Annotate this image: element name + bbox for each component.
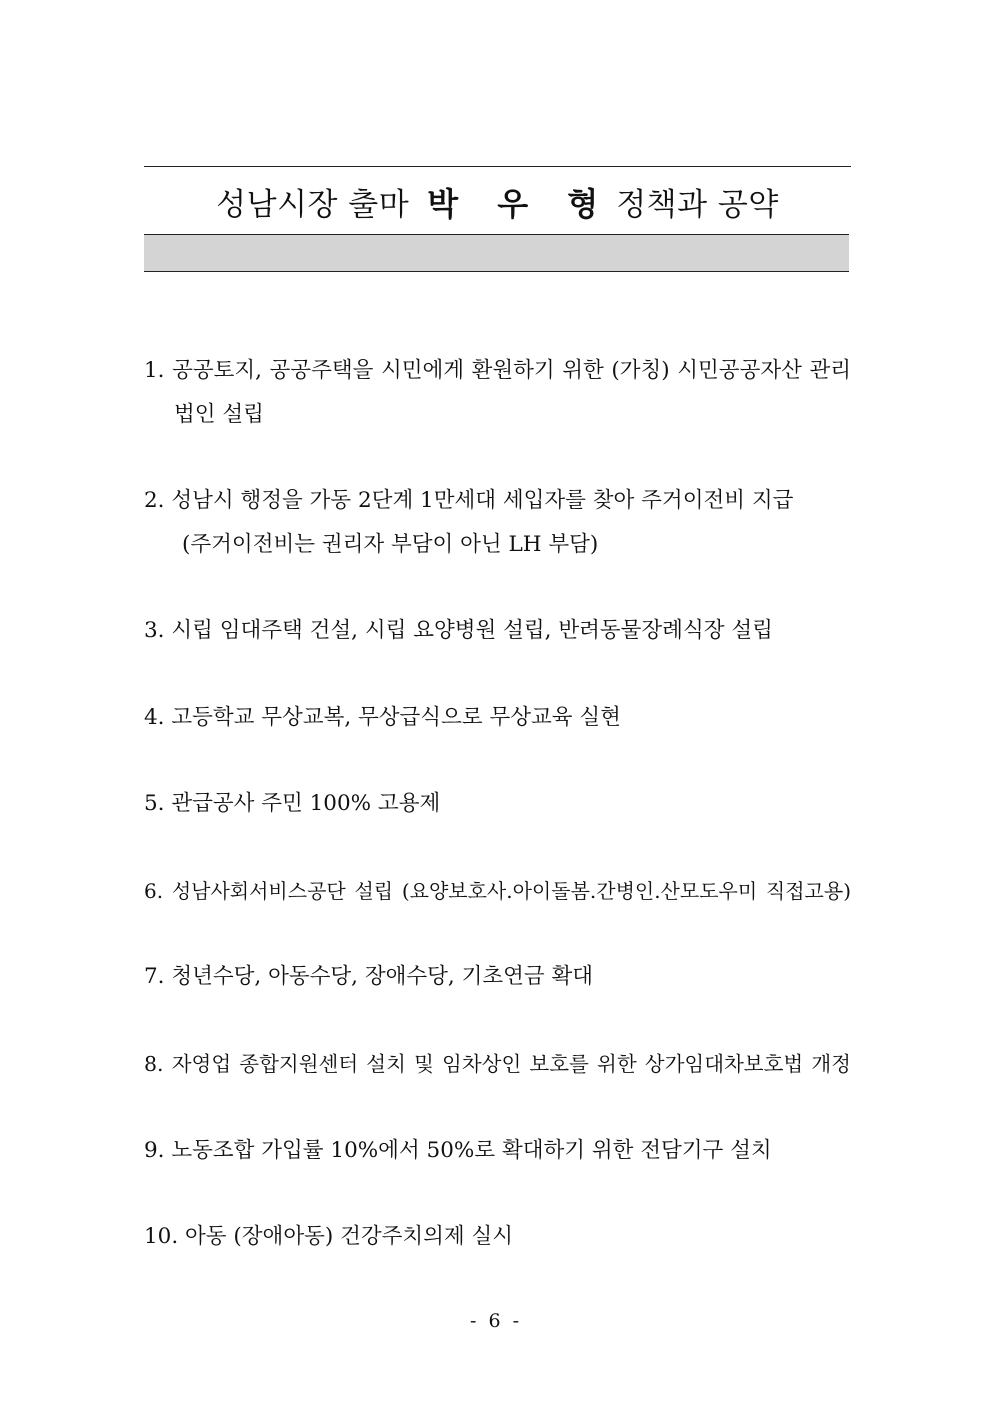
- pledge-10-line-1: 10. 아동 (장애아동) 건강주치의제 실시: [144, 1224, 514, 1249]
- pledge-1-line-1: 1. 공공토지, 공공주택을 시민에게 환원하기 위한 (가칭) 시민공공자산 관리: [144, 358, 851, 383]
- pledge-item-3: [144, 609, 851, 653]
- pledge-4-line-1: 4. 고등학교 무상교복, 무상급식으로 무상교육 실현: [144, 705, 621, 730]
- pledge-item-1: [144, 349, 851, 437]
- pledge-item-5: [144, 782, 851, 826]
- pledge-6-line-1: 6. 성남사회서비스공단 설립 (요양보호사.아이돌봄.간병인.산모도우미 직접고용): [144, 879, 851, 903]
- candidate-name: 박 우 형: [427, 185, 613, 223]
- pledge-7-line-1: 7. 청년수당, 아동수당, 장애수당, 기초연금 확대: [144, 964, 594, 989]
- title-prefix: 성남시장 출마: [216, 187, 410, 223]
- pledge-9-line-1: 9. 노동조합 가입률 10%에서 50%로 확대하기 위한 전담기구 설치: [144, 1138, 772, 1163]
- title-top-rule: [144, 166, 851, 167]
- pledge-2-line-1: 2. 성남시 행정을 가동 2단계 1만세대 세입자를 찾아 주거이전비 지급: [144, 488, 794, 513]
- pledge-8-line-1: 8. 자영업 종합지원센터 설치 및 임차상인 보호를 위한 상가임대차보호법 개정: [144, 1052, 851, 1076]
- title-suffix: 정책과 공약: [616, 187, 779, 223]
- page-number: - 6 -: [469, 1310, 522, 1332]
- pledge-item-7: [144, 955, 851, 999]
- pledge-item-6: [144, 869, 851, 913]
- pledge-3-line-1: 3. 시립 임대주택 건설, 시립 요양병원 설립, 반려동물장례식장 설립: [144, 618, 773, 643]
- pledge-item-8: [144, 1042, 851, 1086]
- title-shaded-band: [144, 234, 849, 272]
- page-title: [144, 178, 851, 230]
- pledge-item-2: [144, 479, 851, 567]
- pledge-item-9: [144, 1129, 851, 1173]
- pledge-item-4: [144, 696, 851, 740]
- pledge-1-line-2: 법인 설립: [174, 402, 264, 427]
- pledge-2-line-2: (주거이전비는 권리자 부담이 아닌 LH 부담): [182, 532, 599, 557]
- pledge-item-10: [144, 1215, 851, 1259]
- pledge-5-line-1: 5. 관급공사 주민 100% 고용제: [144, 791, 441, 816]
